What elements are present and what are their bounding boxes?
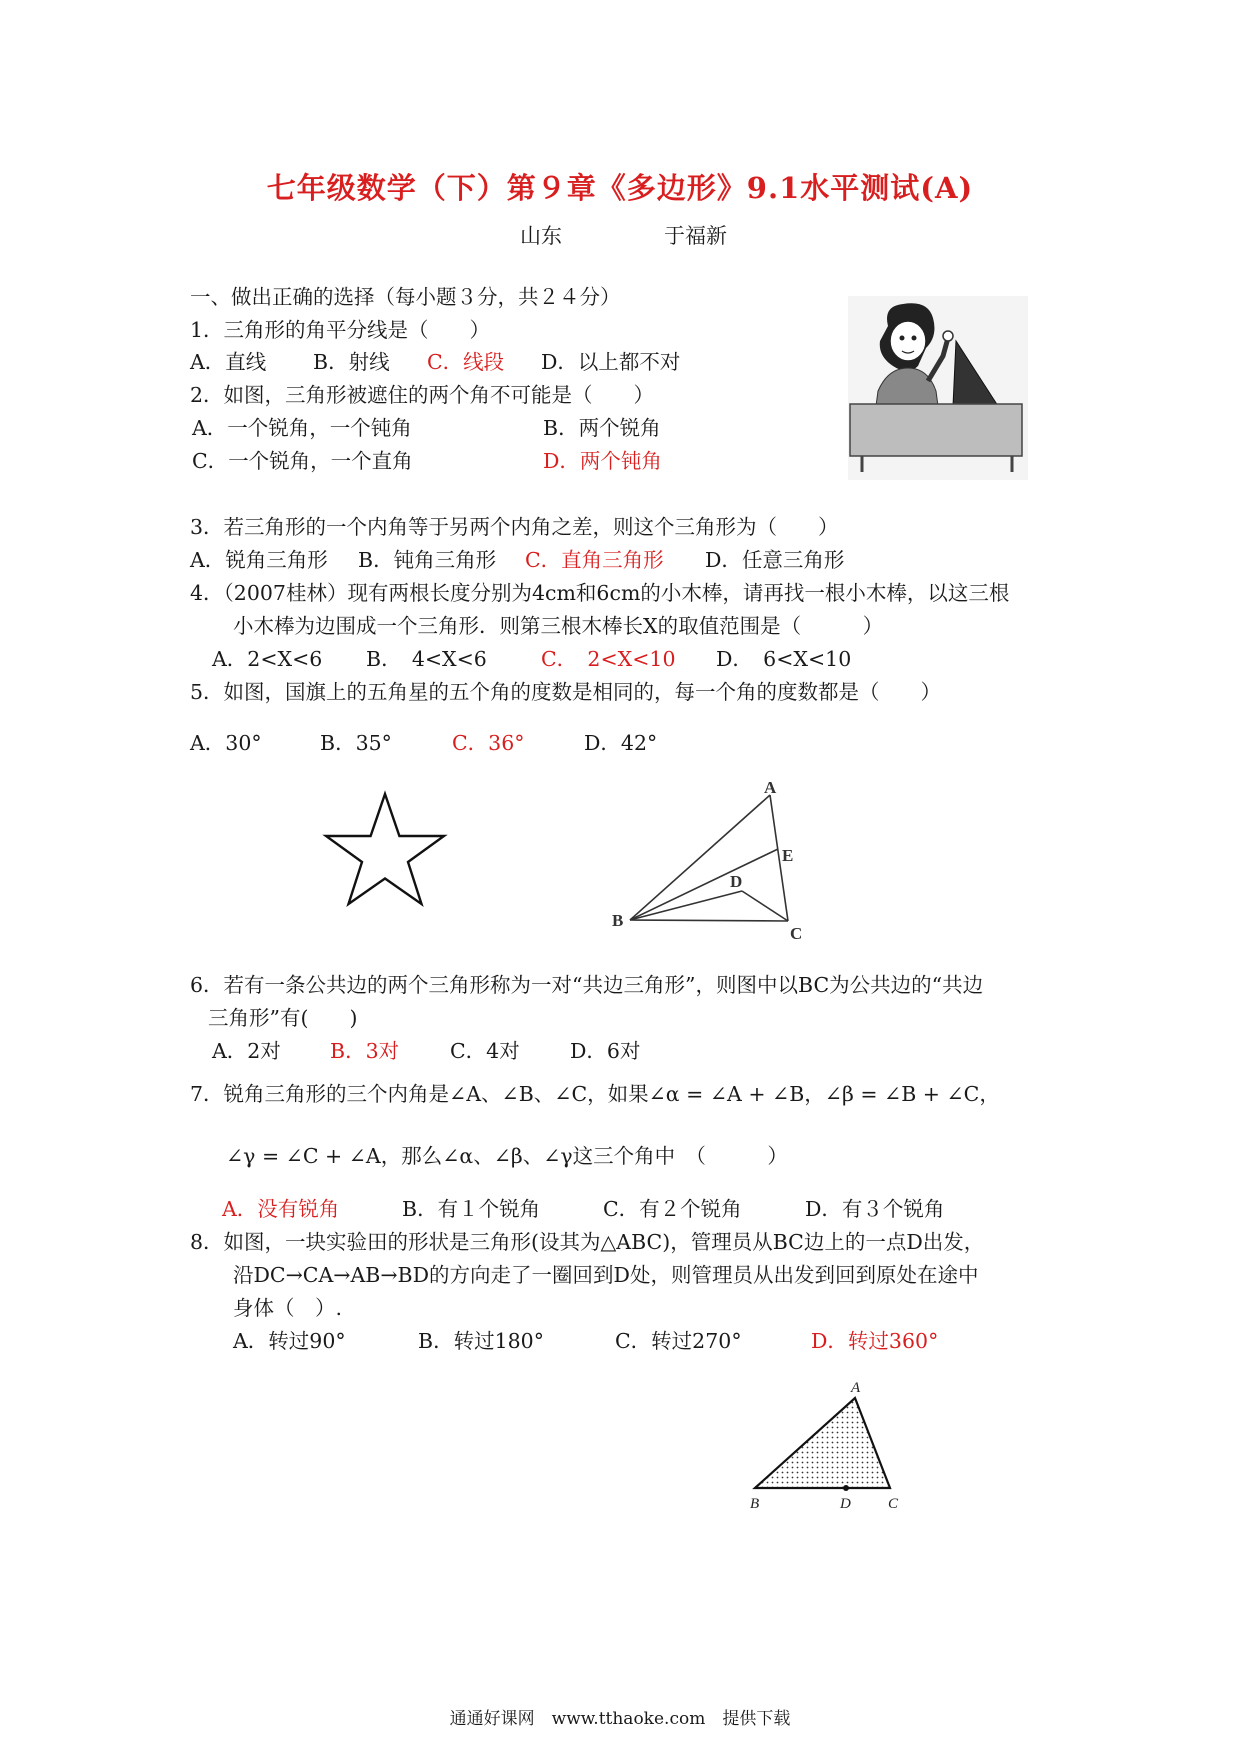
q6-stem-line1: 6．若有一条公共边的两个三角形称为一对“共边三角形”，则图中以BC为公共边的“共边 [190, 973, 984, 997]
q3-option-d: D．任意三角形 [705, 548, 845, 572]
q1-option-b: B．射线 [313, 350, 390, 374]
q4-option-c-answer: C． 2<X<10 [541, 647, 676, 671]
q8-stem-line3: 身体（ ）. [233, 1296, 343, 1320]
q4-stem-line2: 小木棒为边围成一个三角形．则第三根木棒长X的取值范围是（ ） [233, 614, 884, 638]
author-name: 于福新 [664, 224, 727, 248]
q8-option-a: A．转过90° [233, 1329, 346, 1353]
q8-stem-line2: 沿DC→CA→AB→BD的方向走了一圈回到D处，则管理员从出发到回到原处在途中 [233, 1263, 979, 1287]
q7-option-a-answer: A．没有锐角 [222, 1197, 340, 1221]
triangle-abcde-figure [610, 778, 830, 945]
q5-option-b: B．35° [320, 731, 392, 755]
page-title: 七年级数学（下）第９章《多边形》9.1水平测试(A) [266, 171, 974, 205]
q8-option-d-answer: D．转过360° [811, 1329, 939, 1353]
q4-stem-line1: 4．（2007桂林）现有两根长度分别为4cm和6cm的小木棒，请再找一根小木棒，以这三根 [190, 581, 1010, 605]
field-label-b: B [750, 1496, 760, 1512]
field-label-d: D [840, 1496, 851, 1512]
q4-option-a: A．2<X<6 [212, 647, 323, 671]
q2-stem: 2．如图，三角形被遮住的两个角不可能是（ ） [190, 383, 655, 407]
q2-option-c: C．一个锐角，一个直角 [192, 449, 413, 473]
q5-option-a: A．30° [190, 731, 262, 755]
field-label-a: A [851, 1380, 861, 1396]
q3-option-a: A．锐角三角形 [190, 548, 328, 572]
q4-option-b: B． 4<X<6 [366, 647, 487, 671]
q7-option-d: D．有３个锐角 [805, 1197, 945, 1221]
q7-option-b: B．有１个锐角 [402, 1197, 541, 1221]
label-c: C [790, 924, 803, 943]
q2-option-a: A．一个锐角，一个钝角 [192, 416, 412, 440]
q4-option-d: D． 6<X<10 [716, 647, 852, 671]
q8-option-c: C．转过270° [615, 1329, 742, 1353]
five-pointed-star-figure [320, 790, 450, 920]
footer-credit: 通通好课网 www.tthaoke.com 提供下载 [449, 1709, 791, 1729]
q7-stem-line1: 7．锐角三角形的三个内角是∠A、∠B、∠C，如果∠α = ∠A + ∠B，∠β = ∠B + ∠C， [190, 1082, 1000, 1106]
q2-option-d-answer: D．两个钝角 [543, 449, 662, 473]
q6-option-a: A．2对 [212, 1039, 281, 1063]
q3-stem: 3．若三角形的一个内角等于另两个内角之差，则这个三角形为（ ） [190, 515, 839, 539]
label-e: E [782, 846, 794, 865]
label-a: A [764, 778, 777, 797]
q3-option-c-answer: C．直角三角形 [525, 548, 664, 572]
label-b: B [612, 911, 624, 930]
q5-option-c-answer: C．36° [452, 731, 525, 755]
section-heading: 一、做出正确的选择（每小题３分，共２４分） [190, 285, 621, 309]
girl-covered-triangle-figure [848, 296, 1028, 480]
field-triangle-figure [740, 1370, 920, 1520]
q8-option-b: B．转过180° [418, 1329, 544, 1353]
q6-option-d: D．6对 [570, 1039, 641, 1063]
q1-option-d: D．以上都不对 [541, 350, 681, 374]
q1-option-a: A．直线 [190, 350, 267, 374]
q6-option-b-answer: B．3对 [330, 1039, 400, 1063]
label-d: D [730, 872, 743, 891]
q1-option-c-answer: C．线段 [427, 350, 505, 374]
q3-option-b: B．钝角三角形 [358, 548, 497, 572]
q7-option-c: C．有２个锐角 [603, 1197, 742, 1221]
q6-stem-line2: 三角形”有( ) [208, 1006, 358, 1030]
q5-option-d: D．42° [584, 731, 658, 755]
q8-stem-line1: 8．如图，一块实验田的形状是三角形(设其为△ABC)，管理员从BC边上的一点D出发， [190, 1230, 985, 1254]
q6-option-c: C．4对 [450, 1039, 520, 1063]
q1-stem: 1．三角形的角平分线是（ ） [190, 318, 491, 342]
q5-stem: 5．如图，国旗上的五角星的五个角的度数是相同的，每一个角的度数都是（ ） [190, 680, 942, 704]
author-region: 山东 [520, 224, 562, 248]
q7-stem-line2: ∠γ = ∠C + ∠A，那么∠α、∠β、∠γ这三个角中 （ ） [226, 1144, 788, 1168]
q2-option-b: B．两个锐角 [543, 416, 661, 440]
field-label-c: C [888, 1496, 899, 1512]
